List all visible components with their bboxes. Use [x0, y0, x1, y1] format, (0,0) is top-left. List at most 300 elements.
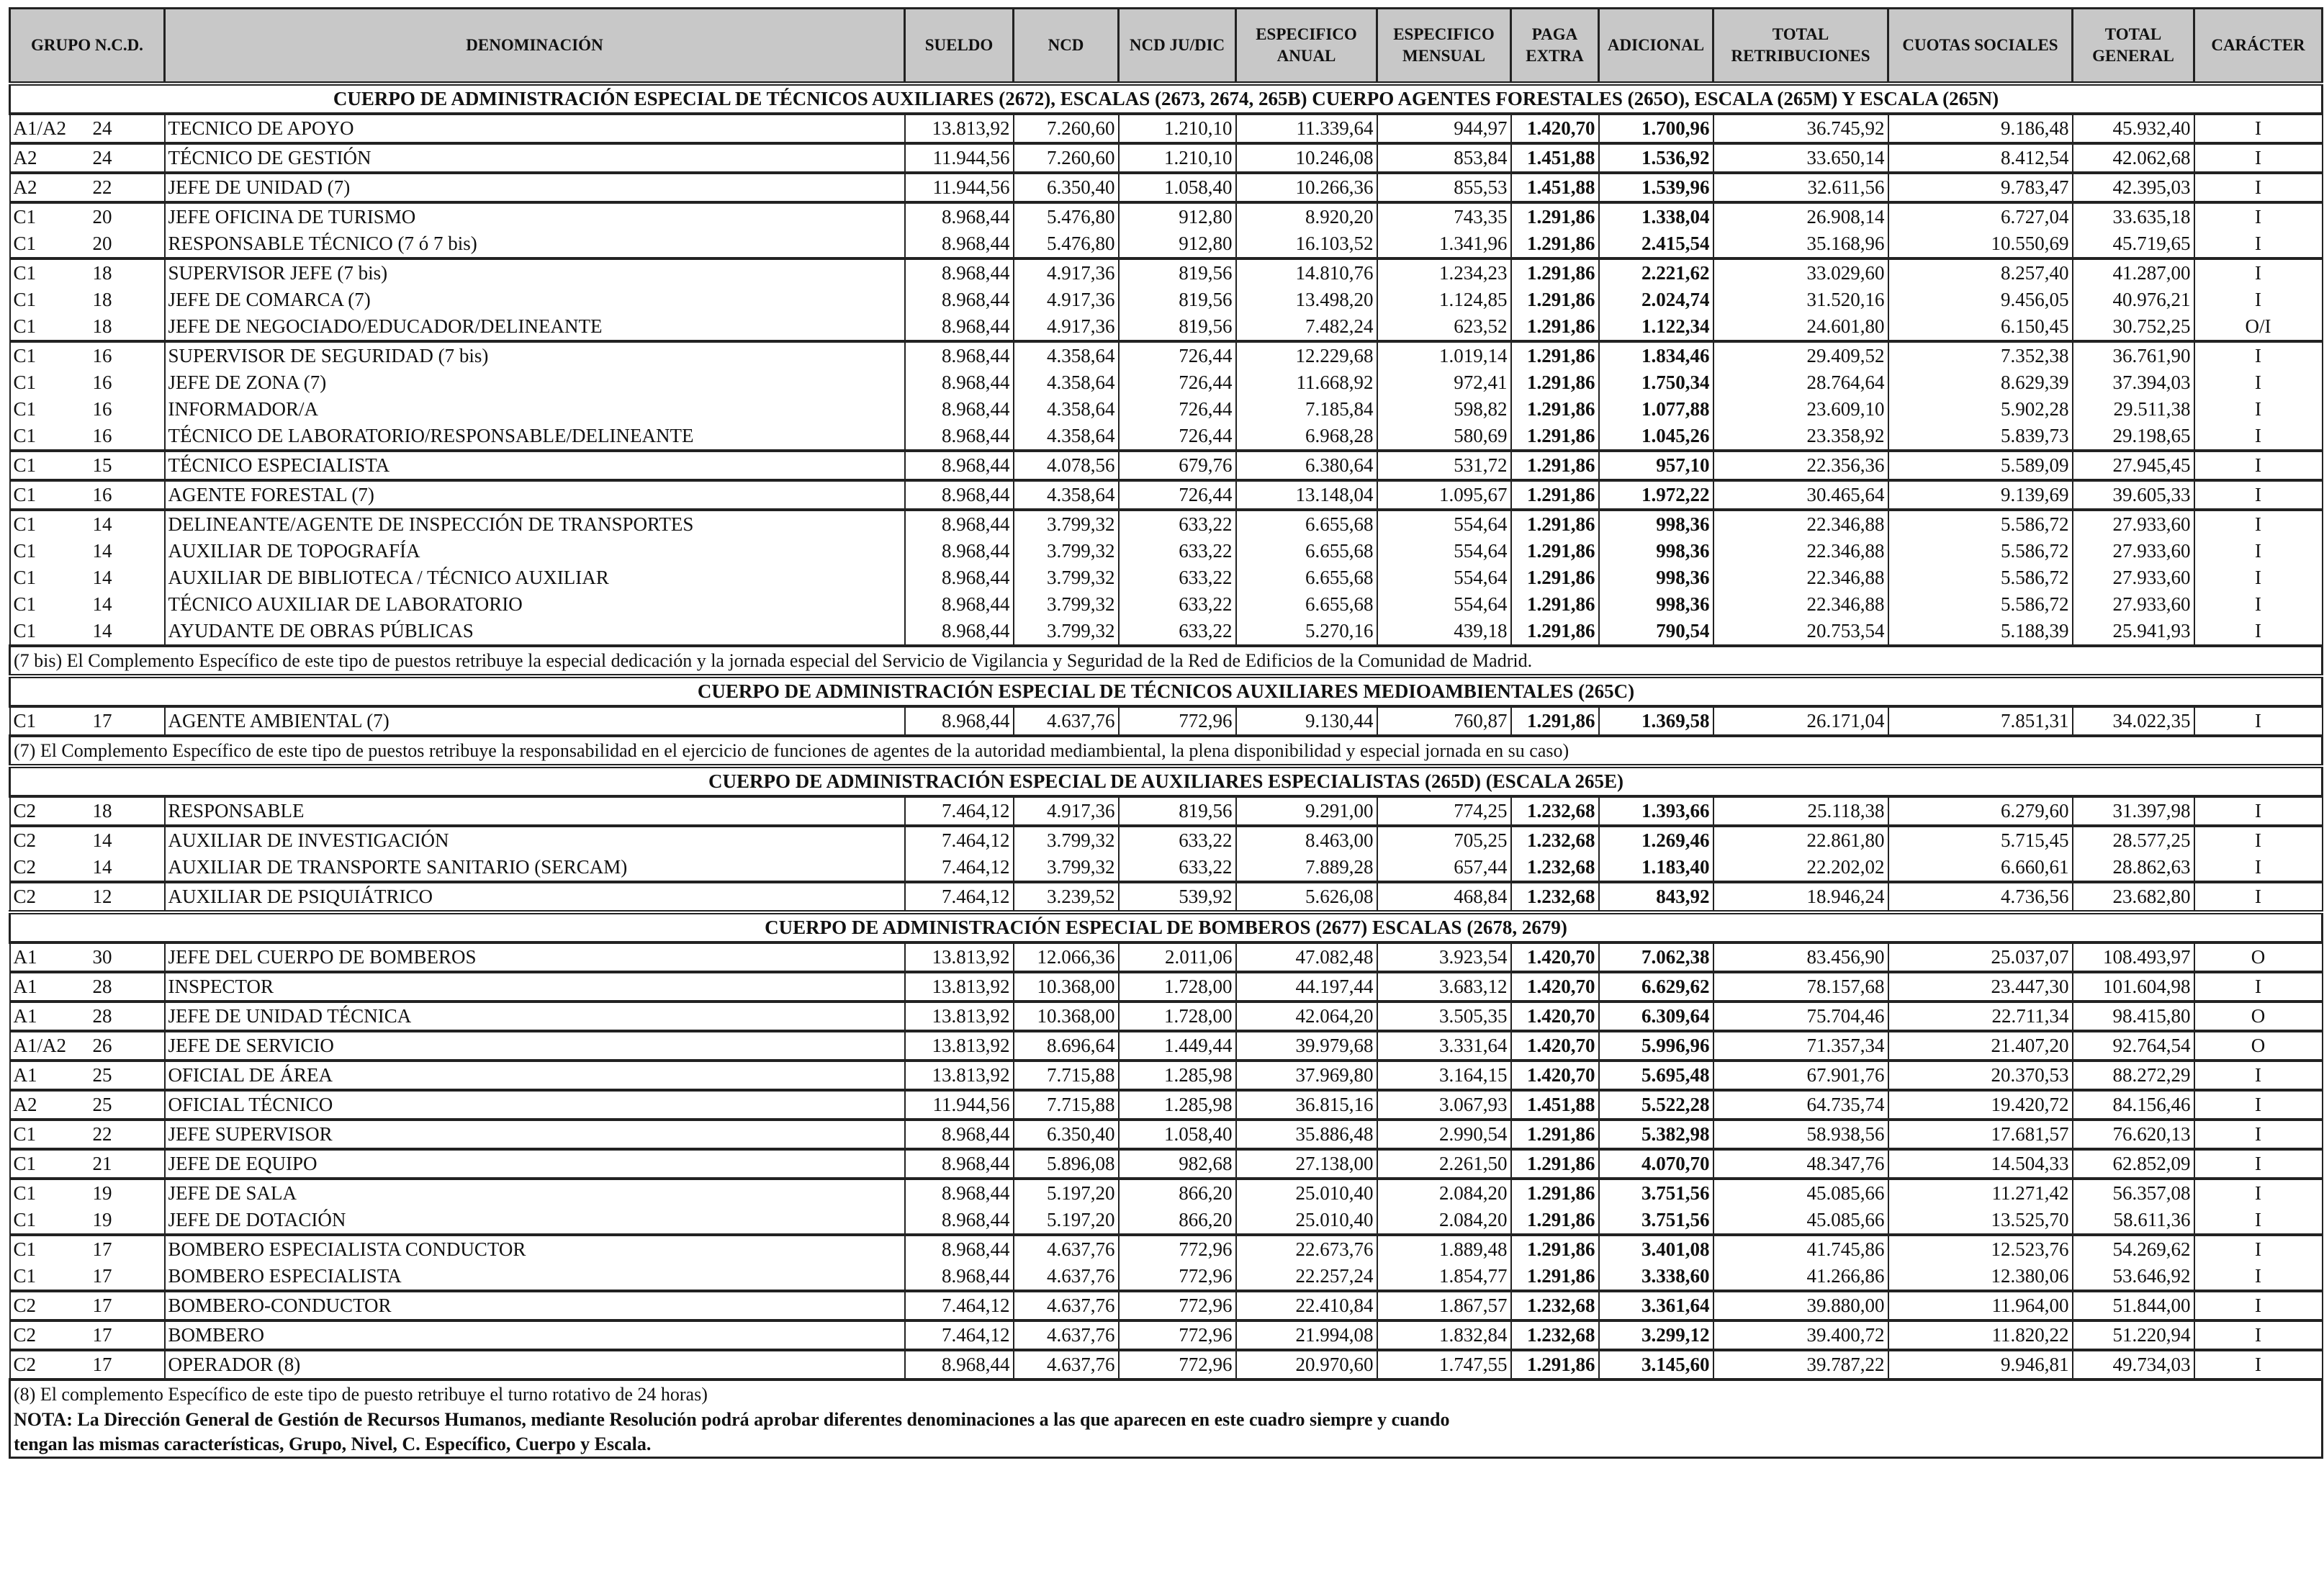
section-note: (7) El Complemento Específico de este tipo de puestos retribuye la responsabilidad en el ejercicio de funciones de agentes de la autoridad mediambiental, la plena disponibilidad y especial jornada en su caso): [10, 736, 2323, 766]
cuotas: 10.550,69: [1888, 230, 2073, 258]
nivel: 17: [92, 710, 112, 732]
ncd: 5.197,20: [1014, 1179, 1119, 1207]
ncd: 5.476,80: [1014, 230, 1119, 258]
cuotas: 17.681,57: [1888, 1120, 2073, 1149]
adicional: 1.269,46: [1599, 826, 1713, 854]
esp-anual: 6.655,68: [1236, 564, 1377, 591]
ncd-judic: 982,68: [1119, 1149, 1236, 1179]
total-general: 51.844,00: [2073, 1291, 2194, 1320]
grupo: A2: [13, 147, 37, 168]
caracter: I: [2194, 1263, 2323, 1291]
sueldo: 13.813,92: [905, 1031, 1014, 1061]
esp-anual: 5.626,08: [1236, 882, 1377, 912]
nivel: 17: [92, 1265, 112, 1287]
column-header-total-general: TOTAL GENERAL: [2073, 9, 2194, 84]
ncd: 4.637,76: [1014, 1235, 1119, 1263]
total-general: 84.156,46: [2073, 1090, 2194, 1120]
grupo: C1: [13, 710, 37, 732]
caracter: I: [2194, 1291, 2323, 1320]
grupo: C1: [13, 345, 37, 366]
table-row: [10, 423, 2323, 451]
denominacion: TÉCNICO AUXILIAR DE LABORATORIO: [165, 591, 905, 618]
ncd-judic: 772,96: [1119, 1320, 1236, 1350]
total-retrib: 36.745,92: [1713, 114, 1888, 143]
adicional: 1.393,66: [1599, 796, 1713, 826]
table-row: [10, 1002, 2323, 1031]
nivel: 16: [92, 345, 112, 366]
esp-anual: 6.380,64: [1236, 451, 1377, 480]
caracter: I: [2194, 173, 2323, 202]
sueldo: 13.813,92: [905, 1002, 1014, 1031]
ncd: 4.917,36: [1014, 258, 1119, 287]
paga-extra: 1.420,70: [1511, 1031, 1599, 1061]
total-general: 56.357,08: [2073, 1179, 2194, 1207]
sueldo: 7.464,12: [905, 1320, 1014, 1350]
ncd-judic: 1.058,40: [1119, 1120, 1236, 1149]
total-retrib: 22.202,02: [1713, 854, 1888, 882]
paga-extra: 1.420,70: [1511, 942, 1599, 972]
paga-extra: 1.291,86: [1511, 230, 1599, 258]
adicional: 1.750,34: [1599, 369, 1713, 396]
grupo-nivel-cell: [10, 942, 165, 972]
total-retrib: 67.901,76: [1713, 1061, 1888, 1090]
esp-mensual: 743,35: [1377, 202, 1511, 230]
denominacion: SUPERVISOR JEFE (7 bis): [165, 258, 905, 287]
total-retrib: 23.358,92: [1713, 423, 1888, 451]
ncd: 4.358,64: [1014, 369, 1119, 396]
ncd: 4.637,76: [1014, 1350, 1119, 1380]
esp-mensual: 2.990,54: [1377, 1120, 1511, 1149]
total-general: 27.933,60: [2073, 510, 2194, 538]
nivel: 19: [92, 1182, 112, 1204]
nota-line-1: NOTA: La Dirección General de Gestión de Recursos Humanos, mediante Resolución podrá aprobar diferentes denominaciones a las que aparecen en este cuadro siempre y cuando: [10, 1408, 2323, 1432]
nivel: 18: [92, 289, 112, 310]
sueldo: 8.968,44: [905, 538, 1014, 564]
sueldo: 8.968,44: [905, 341, 1014, 369]
table-row: [10, 313, 2323, 341]
cuotas: 5.188,39: [1888, 618, 2073, 646]
grupo: A1/A2: [13, 1035, 66, 1056]
total-general: 76.620,13: [2073, 1120, 2194, 1149]
grupo: C1: [13, 1265, 37, 1287]
total-general: 51.220,94: [2073, 1320, 2194, 1350]
nivel: 20: [92, 206, 112, 228]
paga-extra: 1.232,68: [1511, 882, 1599, 912]
denominacion: BOMBERO ESPECIALISTA: [165, 1263, 905, 1291]
table-row: [10, 1291, 2323, 1320]
table-row: [10, 796, 2323, 826]
grupo-nivel-cell: [10, 1263, 165, 1291]
ncd-judic: 726,44: [1119, 423, 1236, 451]
cuotas: 5.839,73: [1888, 423, 2073, 451]
denominacion: OFICIAL DE ÁREA: [165, 1061, 905, 1090]
paga-extra: 1.291,86: [1511, 480, 1599, 510]
table-row: [10, 1263, 2323, 1291]
sueldo: 8.968,44: [905, 591, 1014, 618]
paga-extra: 1.291,86: [1511, 1350, 1599, 1380]
denominacion: JEFE DEL CUERPO DE BOMBEROS: [165, 942, 905, 972]
paga-extra: 1.420,70: [1511, 1061, 1599, 1090]
esp-anual: 6.655,68: [1236, 538, 1377, 564]
table-row: [10, 143, 2323, 173]
adicional: 2.415,54: [1599, 230, 1713, 258]
sueldo: 7.464,12: [905, 826, 1014, 854]
adicional: 1.077,88: [1599, 396, 1713, 423]
section-title: CUERPO DE ADMINISTRACIÓN ESPECIAL DE TÉCNICOS AUXILIARES MEDIOAMBIENTALES (265C): [10, 676, 2323, 706]
esp-anual: 11.668,92: [1236, 369, 1377, 396]
grupo-nivel-cell: [10, 1002, 165, 1031]
total-general: 92.764,54: [2073, 1031, 2194, 1061]
denominacion: AUXILIAR DE BIBLIOTECA / TÉCNICO AUXILIAR: [165, 564, 905, 591]
adicional: 2.221,62: [1599, 258, 1713, 287]
denominacion: AYUDANTE DE OBRAS PÚBLICAS: [165, 618, 905, 646]
denominacion: AUXILIAR DE TRANSPORTE SANITARIO (SERCAM): [165, 854, 905, 882]
esp-anual: 39.979,68: [1236, 1031, 1377, 1061]
ncd: 3.799,32: [1014, 510, 1119, 538]
sueldo: 13.813,92: [905, 114, 1014, 143]
grupo-nivel-cell: [10, 1350, 165, 1380]
grupo: A1: [13, 1064, 37, 1086]
paga-extra: 1.291,86: [1511, 423, 1599, 451]
grupo: A1: [13, 946, 37, 968]
caracter: I: [2194, 1350, 2323, 1380]
column-header-ncd: NCD: [1014, 9, 1119, 84]
caracter: I: [2194, 796, 2323, 826]
cuotas: 12.380,06: [1888, 1263, 2073, 1291]
esp-anual: 7.185,84: [1236, 396, 1377, 423]
cuotas: 21.407,20: [1888, 1031, 2073, 1061]
esp-mensual: 1.832,84: [1377, 1320, 1511, 1350]
table-row: [10, 369, 2323, 396]
total-general: 31.397,98: [2073, 796, 2194, 826]
grupo-nivel-cell: [10, 510, 165, 538]
denominacion: RESPONSABLE: [165, 796, 905, 826]
nivel: 26: [92, 1035, 112, 1056]
sueldo: 8.968,44: [905, 202, 1014, 230]
grupo: A1/A2: [13, 117, 66, 139]
nivel: 14: [92, 567, 112, 588]
esp-anual: 5.270,16: [1236, 618, 1377, 646]
paga-extra: 1.291,86: [1511, 591, 1599, 618]
caracter: I: [2194, 564, 2323, 591]
nivel: 22: [92, 1123, 112, 1145]
ncd: 3.799,32: [1014, 538, 1119, 564]
grupo: C1: [13, 1209, 37, 1230]
total-general: 101.604,98: [2073, 972, 2194, 1002]
total-retrib: 22.356,36: [1713, 451, 1888, 480]
denominacion: INFORMADOR/A: [165, 396, 905, 423]
grupo-nivel-cell: [10, 882, 165, 912]
table-row: [10, 341, 2323, 369]
nivel: 17: [92, 1238, 112, 1260]
ncd-judic: 772,96: [1119, 1263, 1236, 1291]
total-retrib: 32.611,56: [1713, 173, 1888, 202]
cuotas: 5.586,72: [1888, 591, 2073, 618]
denominacion: AUXILIAR DE PSIQUIÁTRICO: [165, 882, 905, 912]
total-retrib: 26.171,04: [1713, 706, 1888, 736]
total-general: 45.719,65: [2073, 230, 2194, 258]
grupo-nivel-cell: [10, 143, 165, 173]
adicional: 790,54: [1599, 618, 1713, 646]
esp-mensual: 657,44: [1377, 854, 1511, 882]
section-note-row: [10, 646, 2323, 676]
total-retrib: 45.085,66: [1713, 1179, 1888, 1207]
ncd-judic: 1.449,44: [1119, 1031, 1236, 1061]
nivel: 24: [92, 117, 112, 139]
paga-extra: 1.291,86: [1511, 258, 1599, 287]
adicional: 1.539,96: [1599, 173, 1713, 202]
total-retrib: 22.346,88: [1713, 591, 1888, 618]
paga-extra: 1.420,70: [1511, 972, 1599, 1002]
cuotas: 11.964,00: [1888, 1291, 2073, 1320]
esp-anual: 25.010,40: [1236, 1207, 1377, 1235]
paga-extra: 1.291,86: [1511, 451, 1599, 480]
footnote-8-row: [10, 1380, 2323, 1408]
nivel: 24: [92, 147, 112, 168]
nota-line-2: tengan las mismas características, Grupo, Nivel, C. Específico, Cuerpo y Escala.: [10, 1432, 2323, 1458]
ncd-judic: 726,44: [1119, 341, 1236, 369]
paga-extra: 1.291,86: [1511, 287, 1599, 313]
section-title: CUERPO DE ADMINISTRACIÓN ESPECIAL DE TÉCNICOS AUXILIARES (2672), ESCALAS (2673, 2674, 265B) CUERPO AGENTES FORESTALES (265O), ESCALA (265M) Y ESCALA (265N): [10, 84, 2323, 114]
esp-anual: 10.246,08: [1236, 143, 1377, 173]
paga-extra: 1.291,86: [1511, 1149, 1599, 1179]
nivel: 20: [92, 233, 112, 254]
cuotas: 6.660,61: [1888, 854, 2073, 882]
total-general: 27.933,60: [2073, 564, 2194, 591]
adicional: 1.369,58: [1599, 706, 1713, 736]
caracter: I: [2194, 854, 2323, 882]
sueldo: 11.944,56: [905, 143, 1014, 173]
paga-extra: 1.291,86: [1511, 538, 1599, 564]
total-general: 28.577,25: [2073, 826, 2194, 854]
grupo-nivel-cell: [10, 564, 165, 591]
total-general: 108.493,97: [2073, 942, 2194, 972]
table-row: [10, 826, 2323, 854]
cuotas: 9.783,47: [1888, 173, 2073, 202]
table-row: [10, 1090, 2323, 1120]
ncd-judic: 1.728,00: [1119, 972, 1236, 1002]
paga-extra: 1.291,86: [1511, 313, 1599, 341]
caracter: I: [2194, 826, 2323, 854]
esp-anual: 22.410,84: [1236, 1291, 1377, 1320]
adicional: 1.972,22: [1599, 480, 1713, 510]
adicional: 1.536,92: [1599, 143, 1713, 173]
ncd-judic: 633,22: [1119, 854, 1236, 882]
grupo-nivel-cell: [10, 796, 165, 826]
paga-extra: 1.232,68: [1511, 854, 1599, 882]
total-retrib: 25.118,38: [1713, 796, 1888, 826]
adicional: 3.751,56: [1599, 1179, 1713, 1207]
esp-anual: 8.920,20: [1236, 202, 1377, 230]
ncd: 5.896,08: [1014, 1149, 1119, 1179]
grupo-nivel-cell: [10, 1090, 165, 1120]
adicional: 7.062,38: [1599, 942, 1713, 972]
caracter: I: [2194, 1320, 2323, 1350]
grupo: C1: [13, 1182, 37, 1204]
esp-anual: 37.969,80: [1236, 1061, 1377, 1090]
total-general: 23.682,80: [2073, 882, 2194, 912]
caracter: I: [2194, 706, 2323, 736]
ncd: 3.799,32: [1014, 564, 1119, 591]
column-header-especifico-mensual: ESPECIFICO MENSUAL: [1377, 9, 1511, 84]
total-retrib: 75.704,46: [1713, 1002, 1888, 1031]
esp-mensual: 3.683,12: [1377, 972, 1511, 1002]
denominacion: SUPERVISOR DE SEGURIDAD (7 bis): [165, 341, 905, 369]
grupo-nivel-cell: [10, 1179, 165, 1207]
ncd: 4.637,76: [1014, 1320, 1119, 1350]
nivel: 18: [92, 800, 112, 822]
total-general: 40.976,21: [2073, 287, 2194, 313]
ncd-judic: 726,44: [1119, 480, 1236, 510]
denominacion: AUXILIAR DE TOPOGRAFÍA: [165, 538, 905, 564]
nivel: 12: [92, 886, 112, 907]
cuotas: 5.902,28: [1888, 396, 2073, 423]
esp-mensual: 774,25: [1377, 796, 1511, 826]
ncd-judic: 772,96: [1119, 706, 1236, 736]
total-retrib: 58.938,56: [1713, 1120, 1888, 1149]
cuotas: 5.586,72: [1888, 510, 2073, 538]
esp-mensual: 3.331,64: [1377, 1031, 1511, 1061]
grupo-nivel-cell: [10, 202, 165, 230]
total-retrib: 48.347,76: [1713, 1149, 1888, 1179]
ncd: 10.368,00: [1014, 972, 1119, 1002]
cuotas: 8.412,54: [1888, 143, 2073, 173]
grupo-nivel-cell: [10, 1235, 165, 1263]
nivel: 16: [92, 425, 112, 446]
total-retrib: 39.880,00: [1713, 1291, 1888, 1320]
paga-extra: 1.232,68: [1511, 796, 1599, 826]
cuotas: 23.447,30: [1888, 972, 2073, 1002]
total-general: 34.022,35: [2073, 706, 2194, 736]
grupo: C1: [13, 620, 37, 642]
nivel: 21: [92, 1153, 112, 1174]
sueldo: 13.813,92: [905, 972, 1014, 1002]
ncd: 3.799,32: [1014, 591, 1119, 618]
table-row: [10, 854, 2323, 882]
paga-extra: 1.291,86: [1511, 706, 1599, 736]
table-row: [10, 618, 2323, 646]
grupo-nivel-cell: [10, 1149, 165, 1179]
ncd-judic: 772,96: [1119, 1291, 1236, 1320]
grupo-nivel-cell: [10, 423, 165, 451]
esp-mensual: 1.124,85: [1377, 287, 1511, 313]
denominacion: JEFE SUPERVISOR: [165, 1120, 905, 1149]
paga-extra: 1.451,88: [1511, 1090, 1599, 1120]
total-general: 33.635,18: [2073, 202, 2194, 230]
sueldo: 8.968,44: [905, 258, 1014, 287]
paga-extra: 1.291,86: [1511, 1263, 1599, 1291]
total-retrib: 64.735,74: [1713, 1090, 1888, 1120]
caracter: I: [2194, 538, 2323, 564]
nivel: 14: [92, 513, 112, 535]
table-row: [10, 1320, 2323, 1350]
ncd: 4.358,64: [1014, 480, 1119, 510]
esp-mensual: 598,82: [1377, 396, 1511, 423]
total-general: 53.646,92: [2073, 1263, 2194, 1291]
table-row: [10, 451, 2323, 480]
sueldo: 8.968,44: [905, 1350, 1014, 1380]
denominacion: OFICIAL TÉCNICO: [165, 1090, 905, 1120]
denominacion: BOMBERO-CONDUCTOR: [165, 1291, 905, 1320]
cuotas: 5.586,72: [1888, 564, 2073, 591]
paga-extra: 1.291,86: [1511, 1120, 1599, 1149]
denominacion: DELINEANTE/AGENTE DE INSPECCIÓN DE TRANSPORTES: [165, 510, 905, 538]
caracter: I: [2194, 1090, 2323, 1120]
ncd: 6.350,40: [1014, 1120, 1119, 1149]
table-row: [10, 1149, 2323, 1179]
total-general: 27.945,45: [2073, 451, 2194, 480]
grupo: C1: [13, 513, 37, 535]
grupo: C1: [13, 1123, 37, 1145]
nivel: 28: [92, 976, 112, 997]
esp-mensual: 1.747,55: [1377, 1350, 1511, 1380]
ncd-judic: 866,20: [1119, 1207, 1236, 1235]
ncd: 5.197,20: [1014, 1207, 1119, 1235]
sueldo: 8.968,44: [905, 287, 1014, 313]
nivel: 16: [92, 372, 112, 393]
table-row: [10, 396, 2323, 423]
total-retrib: 18.946,24: [1713, 882, 1888, 912]
esp-anual: 13.498,20: [1236, 287, 1377, 313]
denominacion: JEFE DE DOTACIÓN: [165, 1207, 905, 1235]
sueldo: 8.968,44: [905, 1179, 1014, 1207]
ncd: 3.799,32: [1014, 826, 1119, 854]
denominacion: TÉCNICO DE LABORATORIO/RESPONSABLE/DELINEANTE: [165, 423, 905, 451]
grupo: C1: [13, 289, 37, 310]
total-general: 37.394,03: [2073, 369, 2194, 396]
esp-anual: 7.889,28: [1236, 854, 1377, 882]
ncd: 4.358,64: [1014, 396, 1119, 423]
ncd: 4.358,64: [1014, 341, 1119, 369]
sueldo: 8.968,44: [905, 451, 1014, 480]
esp-mensual: 3.067,93: [1377, 1090, 1511, 1120]
esp-mensual: 1.867,57: [1377, 1291, 1511, 1320]
denominacion: TECNICO DE APOYO: [165, 114, 905, 143]
esp-anual: 44.197,44: [1236, 972, 1377, 1002]
column-header-grupo-ncd: GRUPO N.C.D.: [10, 9, 165, 84]
adicional: 5.695,48: [1599, 1061, 1713, 1090]
column-header-denominacion: DENOMINACIÓN: [165, 9, 905, 84]
ncd-judic: 1.210,10: [1119, 114, 1236, 143]
total-retrib: 20.753,54: [1713, 618, 1888, 646]
caracter: I: [2194, 396, 2323, 423]
esp-anual: 16.103,52: [1236, 230, 1377, 258]
esp-anual: 6.655,68: [1236, 591, 1377, 618]
denominacion: JEFE DE UNIDAD (7): [165, 173, 905, 202]
nivel: 18: [92, 262, 112, 284]
adicional: 1.122,34: [1599, 313, 1713, 341]
table-row: [10, 510, 2323, 538]
caracter: I: [2194, 423, 2323, 451]
ncd: 4.917,36: [1014, 287, 1119, 313]
ncd-judic: 1.285,98: [1119, 1061, 1236, 1090]
grupo-nivel-cell: [10, 230, 165, 258]
column-header-sueldo: SUELDO: [905, 9, 1014, 84]
total-general: 54.269,62: [2073, 1235, 2194, 1263]
denominacion: JEFE DE SALA: [165, 1179, 905, 1207]
denominacion: BOMBERO ESPECIALISTA CONDUCTOR: [165, 1235, 905, 1263]
grupo-nivel-cell: [10, 313, 165, 341]
table-row: [10, 202, 2323, 230]
sueldo: 7.464,12: [905, 882, 1014, 912]
grupo: C2: [13, 800, 37, 822]
sueldo: 13.813,92: [905, 942, 1014, 972]
cuotas: 5.715,45: [1888, 826, 2073, 854]
cuotas: 25.037,07: [1888, 942, 2073, 972]
total-retrib: 78.157,68: [1713, 972, 1888, 1002]
total-retrib: 35.168,96: [1713, 230, 1888, 258]
grupo: C1: [13, 315, 37, 337]
